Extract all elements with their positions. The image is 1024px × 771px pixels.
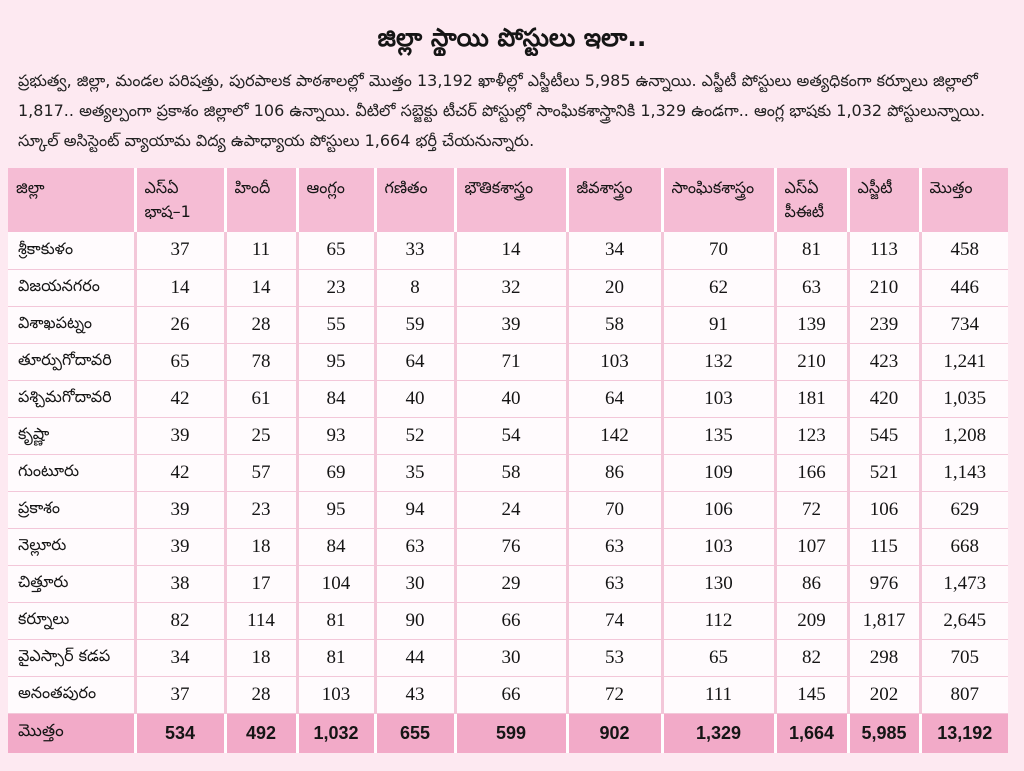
cell-hindi: 114 (225, 602, 297, 639)
header-sa-language-1 (135, 168, 225, 232)
cell-physical-science: 599 (455, 713, 567, 753)
cell-hindi: 61 (225, 380, 297, 417)
cell-english: 1,032 (297, 713, 375, 753)
total-row (8, 713, 1008, 753)
cell-english: 69 (297, 454, 375, 491)
header-label: ఎస్ఏ (144, 178, 179, 197)
cell-sgt: 115 (848, 528, 920, 565)
header-total (920, 168, 1008, 232)
district-name: విశాఖపట్నం (8, 306, 135, 343)
cell-sa-pet: 166 (775, 454, 848, 491)
district-name: గుంటూరు (8, 454, 135, 491)
cell-biological-science: 58 (567, 306, 662, 343)
cell-total: 458 (920, 232, 1008, 269)
cell-physical-science: 29 (455, 565, 567, 602)
header-label: సాంఘికశాస్త్రం (671, 178, 755, 197)
header-district (8, 168, 135, 232)
cell-sa-language-1: 34 (135, 639, 225, 676)
district-name: కృష్ణా (8, 417, 135, 454)
cell-total: 734 (920, 306, 1008, 343)
cell-sa-pet: 145 (775, 676, 848, 713)
table-header (8, 168, 1008, 232)
cell-sa-language-1: 534 (135, 713, 225, 753)
district-name: అనంతపురం (8, 676, 135, 713)
cell-biological-science: 74 (567, 602, 662, 639)
header-biological-science (567, 168, 662, 232)
cell-physical-science: 66 (455, 602, 567, 639)
cell-sgt: 239 (848, 306, 920, 343)
cell-sa-pet: 123 (775, 417, 848, 454)
cell-social-studies: 70 (662, 232, 775, 269)
cell-biological-science: 72 (567, 676, 662, 713)
cell-sa-language-1: 37 (135, 676, 225, 713)
cell-total: 13,192 (920, 713, 1008, 753)
header-label: ఎస్జీటీ (857, 178, 893, 197)
cell-sa-language-1: 26 (135, 306, 225, 343)
cell-sa-language-1: 14 (135, 269, 225, 306)
table-body (8, 232, 1008, 753)
table-row (8, 676, 1008, 713)
cell-total: 446 (920, 269, 1008, 306)
cell-social-studies: 109 (662, 454, 775, 491)
cell-total: 1,208 (920, 417, 1008, 454)
cell-social-studies: 112 (662, 602, 775, 639)
district-name: కర్నూలు (8, 602, 135, 639)
cell-sa-language-1: 39 (135, 417, 225, 454)
header-label: ఎస్ఏ (784, 178, 819, 197)
cell-maths: 8 (375, 269, 455, 306)
cell-sa-pet: 81 (775, 232, 848, 269)
cell-english: 23 (297, 269, 375, 306)
page-title: జిల్లా స్థాయి పోస్టులు ఇలా.. (377, 23, 647, 52)
cell-sa-pet: 139 (775, 306, 848, 343)
cell-hindi: 18 (225, 639, 297, 676)
cell-biological-science: 103 (567, 343, 662, 380)
cell-total: 629 (920, 491, 1008, 528)
cell-english: 65 (297, 232, 375, 269)
header-label: మొత్తం (929, 178, 973, 197)
cell-maths: 35 (375, 454, 455, 491)
cell-maths: 33 (375, 232, 455, 269)
cell-sa-pet: 82 (775, 639, 848, 676)
cell-total: 1,143 (920, 454, 1008, 491)
cell-sa-pet: 72 (775, 491, 848, 528)
cell-biological-science: 902 (567, 713, 662, 753)
cell-biological-science: 142 (567, 417, 662, 454)
cell-sa-pet: 209 (775, 602, 848, 639)
cell-english: 104 (297, 565, 375, 602)
header-label: భౌతికశాస్త్రం (464, 178, 534, 197)
cell-sgt: 5,985 (848, 713, 920, 753)
cell-hindi: 11 (225, 232, 297, 269)
cell-english: 84 (297, 380, 375, 417)
cell-sgt: 106 (848, 491, 920, 528)
district-name: తూర్పుగోదావరి (8, 343, 135, 380)
cell-english: 81 (297, 639, 375, 676)
cell-physical-science: 39 (455, 306, 567, 343)
cell-sa-pet: 63 (775, 269, 848, 306)
cell-hindi: 14 (225, 269, 297, 306)
cell-physical-science: 32 (455, 269, 567, 306)
cell-physical-science: 40 (455, 380, 567, 417)
cell-sa-pet: 86 (775, 565, 848, 602)
cell-sgt: 202 (848, 676, 920, 713)
cell-social-studies: 62 (662, 269, 775, 306)
district-name: శ్రీకాకుళం (8, 232, 135, 269)
district-name: నెల్లూరు (8, 528, 135, 565)
cell-sa-pet: 210 (775, 343, 848, 380)
cell-hindi: 17 (225, 565, 297, 602)
table-row (8, 417, 1008, 454)
table-row (8, 306, 1008, 343)
cell-biological-science: 70 (567, 491, 662, 528)
cell-biological-science: 64 (567, 380, 662, 417)
table-row (8, 343, 1008, 380)
header-label: గణితం (384, 178, 428, 197)
header-sa-pet (775, 168, 848, 232)
cell-total: 2,645 (920, 602, 1008, 639)
cell-social-studies: 135 (662, 417, 775, 454)
cell-hindi: 18 (225, 528, 297, 565)
cell-physical-science: 14 (455, 232, 567, 269)
cell-physical-science: 30 (455, 639, 567, 676)
cell-english: 95 (297, 343, 375, 380)
table-row (8, 269, 1008, 306)
cell-maths: 64 (375, 343, 455, 380)
cell-sa-language-1: 37 (135, 232, 225, 269)
cell-biological-science: 20 (567, 269, 662, 306)
cell-maths: 63 (375, 528, 455, 565)
cell-biological-science: 53 (567, 639, 662, 676)
cell-physical-science: 24 (455, 491, 567, 528)
cell-hindi: 78 (225, 343, 297, 380)
cell-maths: 43 (375, 676, 455, 713)
cell-sgt: 545 (848, 417, 920, 454)
cell-maths: 90 (375, 602, 455, 639)
cell-english: 93 (297, 417, 375, 454)
cell-sgt: 420 (848, 380, 920, 417)
table-row (8, 528, 1008, 565)
cell-sgt: 113 (848, 232, 920, 269)
cell-total: 1,473 (920, 565, 1008, 602)
cell-sgt: 976 (848, 565, 920, 602)
cell-hindi: 28 (225, 306, 297, 343)
cell-sa-language-1: 39 (135, 528, 225, 565)
header-hindi (225, 168, 297, 232)
cell-total: 1,035 (920, 380, 1008, 417)
district-name: ప్రకాశం (8, 491, 135, 528)
cell-sgt: 423 (848, 343, 920, 380)
cell-sgt: 1,817 (848, 602, 920, 639)
header-maths (375, 168, 455, 232)
header-row (8, 168, 1008, 232)
district-name: వైఎస్సార్ కడప (8, 639, 135, 676)
cell-sgt: 298 (848, 639, 920, 676)
cell-english: 55 (297, 306, 375, 343)
cell-maths: 40 (375, 380, 455, 417)
header-label: జీవశాస్త్రం (576, 178, 633, 197)
cell-hindi: 25 (225, 417, 297, 454)
header-label: ఆంగ్లం (306, 178, 345, 197)
cell-biological-science: 63 (567, 528, 662, 565)
cell-social-studies: 103 (662, 528, 775, 565)
cell-social-studies: 1,329 (662, 713, 775, 753)
table-row (8, 454, 1008, 491)
district-posts-table (8, 168, 1008, 753)
cell-maths: 59 (375, 306, 455, 343)
table-row (8, 565, 1008, 602)
cell-physical-science: 76 (455, 528, 567, 565)
cell-maths: 30 (375, 565, 455, 602)
district-name: విజయనగరం (8, 269, 135, 306)
cell-physical-science: 58 (455, 454, 567, 491)
cell-hindi: 492 (225, 713, 297, 753)
cell-sa-language-1: 38 (135, 565, 225, 602)
cell-biological-science: 86 (567, 454, 662, 491)
header-social-studies (662, 168, 775, 232)
cell-english: 84 (297, 528, 375, 565)
cell-social-studies: 111 (662, 676, 775, 713)
cell-biological-science: 34 (567, 232, 662, 269)
header-label: జిల్లా (16, 178, 45, 197)
cell-social-studies: 130 (662, 565, 775, 602)
header-physical-science (455, 168, 567, 232)
cell-english: 103 (297, 676, 375, 713)
header-english (297, 168, 375, 232)
cell-sa-language-1: 42 (135, 380, 225, 417)
cell-english: 95 (297, 491, 375, 528)
cell-social-studies: 91 (662, 306, 775, 343)
header-sgt (848, 168, 920, 232)
cell-maths: 655 (375, 713, 455, 753)
total-label: మొత్తం (8, 713, 135, 753)
cell-sa-pet: 181 (775, 380, 848, 417)
cell-social-studies: 106 (662, 491, 775, 528)
cell-physical-science: 71 (455, 343, 567, 380)
cell-physical-science: 54 (455, 417, 567, 454)
cell-sgt: 521 (848, 454, 920, 491)
cell-sa-pet: 107 (775, 528, 848, 565)
cell-total: 1,241 (920, 343, 1008, 380)
table-row (8, 232, 1008, 269)
cell-sgt: 210 (848, 269, 920, 306)
cell-total: 807 (920, 676, 1008, 713)
table-row (8, 602, 1008, 639)
cell-social-studies: 65 (662, 639, 775, 676)
cell-hindi: 57 (225, 454, 297, 491)
cell-social-studies: 132 (662, 343, 775, 380)
cell-total: 705 (920, 639, 1008, 676)
cell-physical-science: 66 (455, 676, 567, 713)
cell-sa-language-1: 39 (135, 491, 225, 528)
cell-sa-language-1: 65 (135, 343, 225, 380)
cell-maths: 94 (375, 491, 455, 528)
cell-total: 668 (920, 528, 1008, 565)
cell-hindi: 28 (225, 676, 297, 713)
cell-english: 81 (297, 602, 375, 639)
cell-sa-language-1: 82 (135, 602, 225, 639)
table-row (8, 639, 1008, 676)
district-name: చిత్తూరు (8, 565, 135, 602)
cell-sa-pet: 1,664 (775, 713, 848, 753)
cell-maths: 52 (375, 417, 455, 454)
district-name: పశ్చిమగోదావరి (8, 380, 135, 417)
cell-hindi: 23 (225, 491, 297, 528)
header-label: పీఈటీ (784, 202, 825, 221)
cell-biological-science: 63 (567, 565, 662, 602)
cell-maths: 44 (375, 639, 455, 676)
table-row (8, 491, 1008, 528)
header-label: భాష–1 (144, 202, 191, 221)
cell-social-studies: 103 (662, 380, 775, 417)
intro-paragraph: ప్రభుత్వ, జిల్లా, మండల పరిషత్తు, పురపాలక పాఠశాలల్లో మొత్తం 13,192 ఖాళీల్లో ఎస్జీటీలు 5,985 ఉన్నాయి. ఎస్జీటీ పోస్టులు అత్యధికంగా కర్నూలు జిల్లాలో 1,817.. అత్యల్పంగా ప్రకాశం జిల్లాలో 106 ఉన్నాయి. వీటిలో సబ్జెక్టు టీచర్ పోస్టుల్లో సాంఘికశాస్త్రానికి 1,329 ఉండగా.. ఆంగ్ల భాషకు 1,032 పోస్టులున్నాయి. స్కూల్ అసిస్టెంట్ వ్యాయామ విద్య ఉపాధ్యాయ పోస్టులు 1,664 భర్తీ చేయనున్నారు. (18, 71, 986, 150)
header-label: హిందీ (234, 178, 271, 197)
cell-sa-language-1: 42 (135, 454, 225, 491)
table-row (8, 380, 1008, 417)
